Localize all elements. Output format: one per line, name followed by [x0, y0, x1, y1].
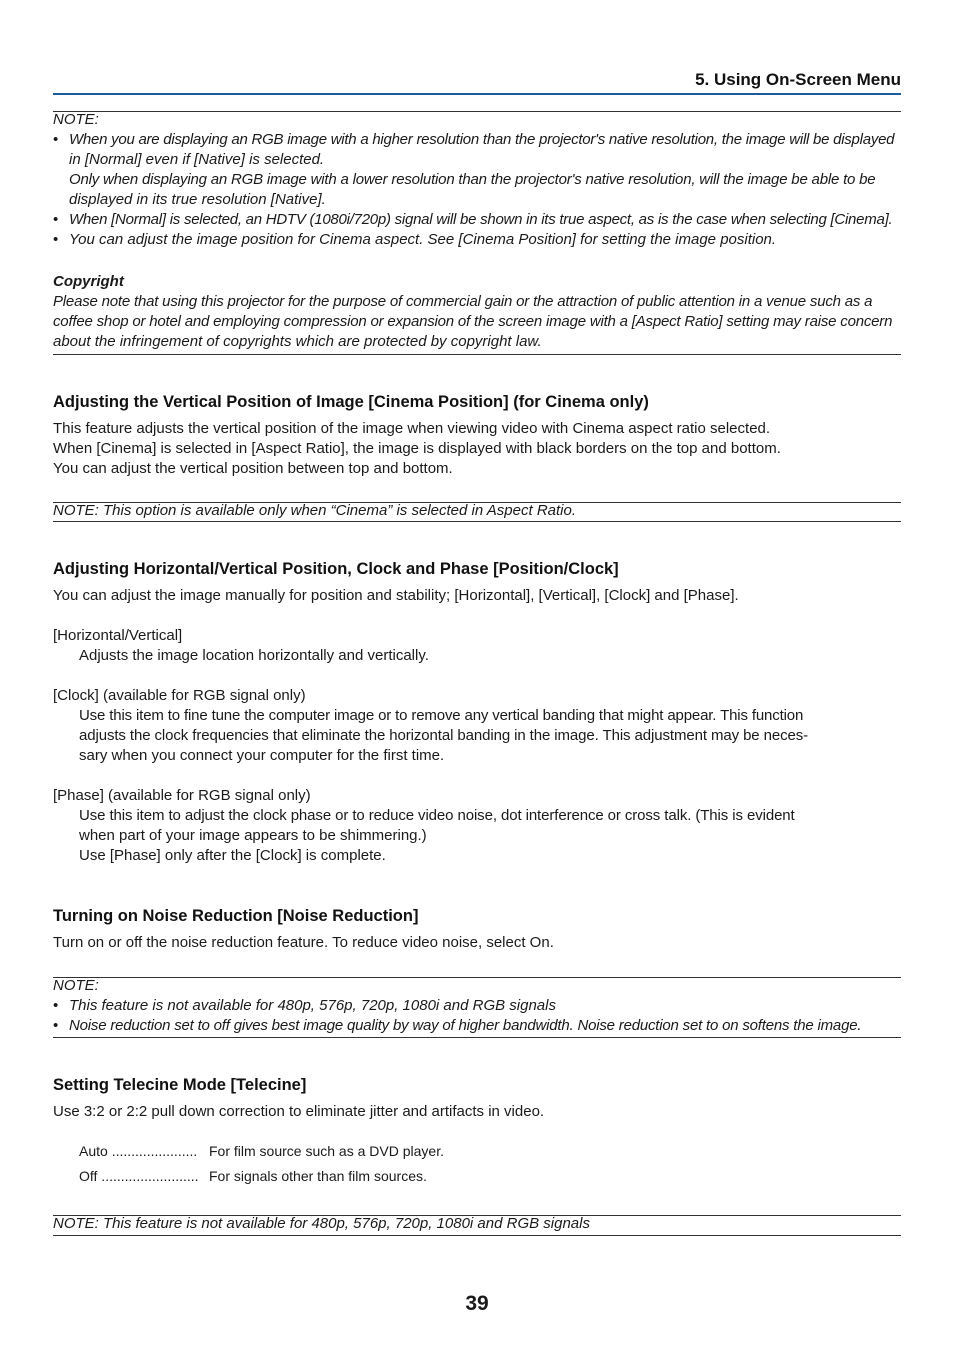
section-title: 5. Using On-Screen Menu	[695, 70, 901, 89]
note-bullet	[53, 230, 901, 250]
clock-description: Use this item to fine tune the computer image or to remove any vertical banding that might appear. This function	[79, 707, 804, 724]
option-key: Auto ......................	[79, 1143, 198, 1159]
cinema-position-heading: Adjusting the Vertical Position of Image [Cinema Position] (for Cinema only)	[53, 393, 649, 411]
telecine-option-off	[79, 1164, 444, 1189]
telecine-option-auto	[79, 1139, 444, 1164]
paragraph-line: You can adjust the image manually for position and stability; [Horizontal], [Vertical], [Clock] and [Phase].	[53, 587, 739, 604]
option-description: For film source such as a DVD player.	[209, 1143, 444, 1159]
phase-description: when part of your image appears to be shimmering.)	[79, 827, 427, 844]
telecine-heading: Setting Telecine Mode [Telecine]	[53, 1076, 307, 1094]
note-text: Only when displaying an RGB image with a lower resolution than the projector's native resolution, will the image be able to be	[69, 171, 876, 188]
note-bullet	[53, 996, 901, 1016]
phase-description: Use [Phase] only after the [Clock] is complete.	[79, 847, 386, 864]
note-label: NOTE:	[53, 977, 99, 994]
copyright-title: Copyright	[53, 273, 124, 290]
note-text: • When you are displaying an RGB image with a higher resolution than the projector's native resolution, the image will be displayed	[69, 131, 895, 148]
telecine-note-bottom-rule	[53, 1235, 901, 1236]
telecine-note: NOTE: This feature is not available for 480p, 576p, 720p, 1080i and RGB signals	[53, 1215, 590, 1232]
noise-note-bottom-rule	[53, 1037, 901, 1038]
phase-description: Use this item to adjust the clock phase or to reduce video noise, dot interference or cross talk. (This is evident	[79, 807, 795, 824]
copyright-text: about the infringement of copyrights which are protected by copyright law.	[53, 333, 542, 350]
position-clock-body	[53, 586, 901, 866]
hv-description: Adjusts the image location horizontally and vertically.	[79, 647, 429, 664]
paragraph-line: This feature adjusts the vertical position of the image when viewing video with Cinema aspect ratio selected.	[53, 420, 771, 437]
note-text: • This feature is not available for 480p, 576p, 720p, 1080i and RGB signals	[69, 997, 556, 1014]
copyright-text: coffee shop or hotel and employing compression or expansion of the screen image with a [Aspect Ratio] setting may raise concern	[53, 313, 893, 330]
note-bullet	[53, 130, 901, 210]
note-top	[53, 110, 901, 250]
noise-reduction-intro: Turn on or off the noise reduction feature. To reduce video noise, select On.	[53, 934, 554, 951]
option-key: Off .........................	[79, 1168, 199, 1184]
clock-description: adjusts the clock frequencies that eliminate the horizontal banding in the image. This adjustment may be neces-	[79, 727, 809, 744]
option-description: For signals other than film sources.	[209, 1168, 427, 1184]
copyright-text: Please note that using this projector for the purpose of commercial gain or the attraction of public attention in a venue such as a	[53, 293, 873, 310]
paragraph-line: You can adjust the vertical position between top and bottom.	[53, 460, 453, 477]
telecine-options	[79, 1139, 444, 1189]
cinema-note-bottom-rule	[53, 521, 901, 522]
page-number: 39	[465, 1292, 489, 1315]
cinema-position-note: NOTE: This option is available only when “Cinema” is selected in Aspect Ratio.	[53, 502, 577, 519]
clock-label: [Clock] (available for RGB signal only)	[53, 687, 306, 704]
noise-reduction-heading: Turning on Noise Reduction [Noise Reduction]	[53, 907, 419, 925]
note-text: • Noise reduction set to off gives best image quality by way of higher bandwidth. Noise reduction set to on softens the image.	[69, 1017, 862, 1034]
note-bullet	[53, 210, 901, 230]
copyright-bottom-rule	[53, 354, 901, 355]
hv-label: [Horizontal/Vertical]	[53, 627, 183, 644]
phase-label: [Phase] (available for RGB signal only)	[53, 787, 311, 804]
copyright-block	[53, 272, 901, 352]
paragraph-line: When [Cinema] is selected in [Aspect Ratio], the image is displayed with black borders on the top and bottom.	[53, 440, 781, 457]
cinema-position-body	[53, 419, 901, 479]
note-label: NOTE:	[53, 111, 99, 128]
header-divider	[53, 93, 901, 95]
note-text: • When [Normal] is selected, an HDTV (1080i/720p) signal will be shown in its true aspect, as is the case when selecting [Cinema].	[69, 211, 893, 228]
telecine-intro: Use 3:2 or 2:2 pull down correction to eliminate jitter and artifacts in video.	[53, 1103, 545, 1120]
note-text: displayed in its true resolution [Native].	[69, 191, 326, 208]
note-text: • You can adjust the image position for Cinema aspect. See [Cinema Position] for setting the image position.	[69, 231, 777, 248]
note-bullet	[53, 1016, 901, 1036]
note-text: in [Normal] even if [Native] is selected.	[69, 151, 325, 168]
position-clock-heading: Adjusting Horizontal/Vertical Position, Clock and Phase [Position/Clock]	[53, 560, 619, 578]
noise-reduction-note	[53, 976, 901, 1036]
clock-description: sary when you connect your computer for the first time.	[79, 747, 445, 764]
